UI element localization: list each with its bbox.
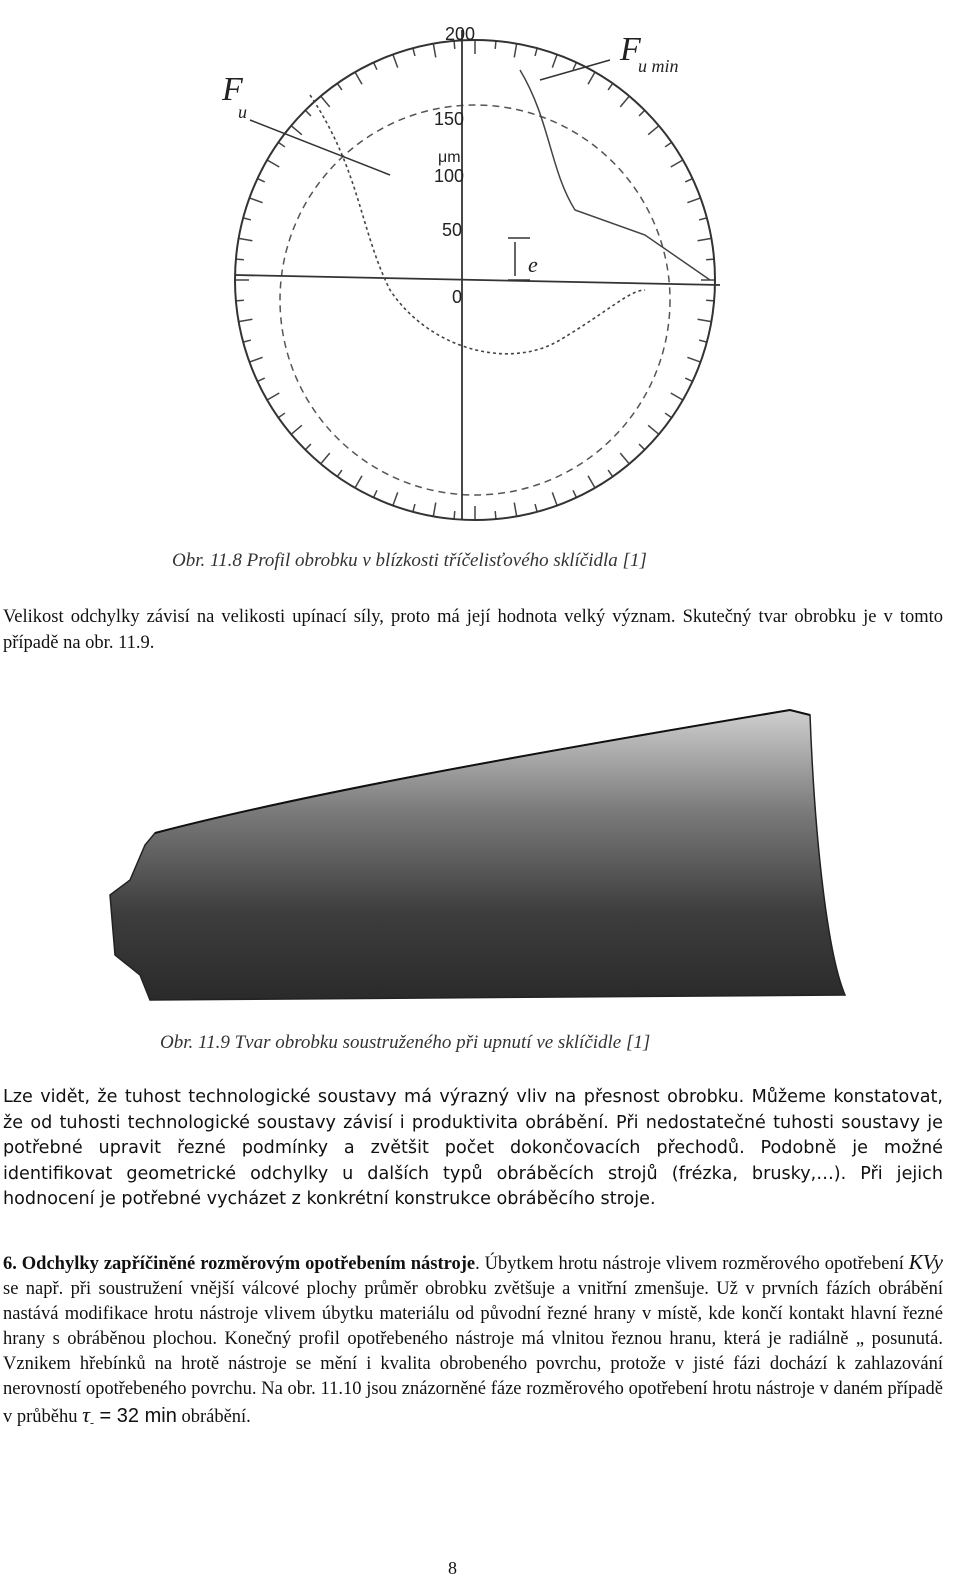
graduation-tick — [573, 490, 576, 497]
graduation-tick — [706, 259, 714, 260]
graduation-tick — [608, 470, 613, 477]
graduation-tick — [433, 503, 435, 517]
scale-label-100: 100 — [434, 166, 465, 186]
graduation-tick — [236, 300, 244, 301]
graduation-tick — [699, 340, 707, 342]
graduation-tick — [552, 54, 557, 67]
scale-label-150: 150 — [434, 109, 465, 129]
graduation-tick — [239, 319, 253, 321]
graduation-tick — [648, 425, 659, 434]
graduation-tick — [413, 48, 415, 56]
fu-min-subscript: u min — [638, 56, 679, 76]
graduation-tick — [620, 453, 629, 464]
turned-workpiece-shape-figure — [100, 695, 860, 1020]
graduation-tick — [648, 126, 659, 135]
e-dimension-marker — [508, 238, 530, 280]
tau-symbol: τ — [82, 1402, 90, 1427]
graduation-tick — [685, 378, 692, 381]
graduation-tick — [374, 490, 377, 497]
graduation-tick — [495, 41, 496, 49]
inner-reference-circle — [280, 105, 670, 495]
graduation-tick — [687, 198, 700, 203]
graduation-tick — [514, 503, 516, 517]
graduation-tick — [355, 476, 362, 488]
graduation-tick — [639, 444, 645, 450]
scale-label-unit: μm — [438, 149, 461, 166]
graduation-tick — [249, 357, 262, 362]
graduation-tick — [337, 470, 342, 477]
graduation-tick — [413, 504, 415, 512]
graduation-tick — [243, 340, 251, 342]
graduation-tick — [665, 413, 672, 418]
graduation-tick — [687, 357, 700, 362]
section-6-heading: 6. Odchylky zapříčiněné rozměrovým opotřebením nástroje — [3, 1254, 476, 1274]
workpiece-body — [110, 710, 845, 1000]
graduation-tick — [239, 238, 253, 240]
graduation-tick — [267, 393, 279, 400]
fu-min-label: F — [620, 31, 641, 68]
section-6-text-a: . Úbytkem hrotu nástroje vlivem rozměrového opotřebení — [475, 1254, 909, 1274]
graduation-tick — [393, 54, 398, 67]
fu-label: F — [222, 71, 243, 108]
tau-subscript: - — [90, 1415, 94, 1430]
graduation-tick — [278, 413, 285, 418]
graduation-tick — [698, 319, 712, 321]
graduation-tick — [243, 218, 251, 220]
graduation-tick — [321, 96, 330, 107]
graduation-tick — [249, 198, 262, 203]
fu-leader-line — [250, 120, 390, 175]
figure-11-8-caption: Obr. 11.8 Profil obrobku v blízkosti tříčelisťového sklíčidla [1] — [172, 550, 647, 571]
graduation-tick — [552, 492, 557, 505]
graduation-tick — [699, 218, 707, 220]
graduation-tick — [267, 160, 279, 167]
graduation-tick — [685, 179, 692, 182]
graduation-tick — [374, 62, 377, 69]
kvy-symbol: KVy — [908, 1250, 943, 1274]
horizontal-axis — [235, 275, 720, 285]
graduation-tick — [495, 511, 496, 519]
graduation-tick — [535, 504, 537, 512]
workpiece-profile-curve — [310, 95, 645, 354]
graduation-tick — [535, 48, 537, 56]
graduation-tick — [588, 72, 595, 84]
paragraph-force-deviation: Velikost odchylky závisí na velikosti upínací síly, proto má její hodnota velký význam. Skutečný tvar obrobku je v tomto případě na obr. 11.9. — [3, 607, 943, 653]
graduation-tick — [671, 393, 683, 400]
graduation-tick — [706, 300, 714, 301]
section-6-text-c: obrábění. — [176, 1407, 251, 1427]
scale-label-0: 0 — [452, 287, 463, 307]
workpiece-profile-polar-figure — [190, 0, 780, 540]
graduation-tick — [665, 142, 672, 147]
graduation-tick — [291, 425, 302, 434]
graduation-tick — [321, 453, 330, 464]
scale-label-50: 50 — [442, 220, 463, 240]
graduation-tick — [698, 238, 712, 240]
figure-11-9-caption: Obr. 11.9 Tvar obrobku soustruženého při upnutí ve sklíčidle [1] — [160, 1032, 651, 1053]
fu-min-leader-line — [540, 60, 610, 80]
graduation-tick — [620, 96, 629, 107]
graduation-tick — [305, 444, 311, 450]
graduation-tick — [608, 83, 613, 90]
paragraph-stiffness: Lze vidět, že tuhost technologické soustavy má výrazný vliv na přesnost obrobku. Můžeme konstatovat, že od tuhosti technologické soustavy závisí i produktivita obrábění. Při nedostatečné tuhosti soustavy je potřebné upravit řezné podmínky a zvětšit počet dokončovacích přechodů. Podobně je možné identifikovat geometrické odchylky u dalších typů obráběcích strojů (frézka, brusky,…). Při jejich hodnocení je potřebné vycházet z konkrétní konstrukce obráběcího stroje. — [3, 1087, 943, 1210]
section-6-paragraph — [3, 1250, 943, 1436]
scale-label-200: 200 — [445, 24, 476, 44]
graduation-tick — [278, 142, 285, 147]
graduation-tick — [355, 72, 362, 84]
fu-min-profile-line — [520, 70, 710, 280]
e-label: e — [528, 252, 538, 277]
graduation-tick — [514, 44, 516, 58]
graduation-tick — [257, 378, 264, 381]
graduation-tick — [588, 476, 595, 488]
graduation-tick — [337, 83, 342, 90]
graduation-tick — [236, 259, 244, 260]
graduation-tick — [433, 44, 435, 58]
graduation-tick — [291, 126, 302, 135]
page-number: 8 — [448, 1558, 457, 1578]
section-6-text-b: se např. při soustružení vnější válcové plochy průměr obrobku zvětšuje a vnitřní zmenšuje. Už v prvních fázích obrábění nastává modifikace hrotu nástroje vlivem úbytku materiálu od původní řezné hrany v místě, kde končí kontakt hlavní řezné hrany s obráběnou plochou. Konečný profil opotřebeného nástroje má vlnitou řeznou hranu, která je radiálně „ posunutá. Vznikem hřebínků na hrotě nástroje se mění i kvalita obrobeného povrchu, protože v jisté fázi dochází k zahlazování nerovností opotřebeného povrchu. Na obr. 11.10 jsou znázorněné fáze rozměrového opotřebení hrotu nástroje v daném případě v průběhu — [3, 1279, 943, 1427]
graduation-tick — [573, 62, 576, 69]
graduation-tick — [305, 110, 311, 116]
graduation-tick — [393, 492, 398, 505]
fu-subscript: u — [238, 102, 247, 122]
graduation-tick — [454, 511, 455, 519]
graduation-tick — [671, 160, 683, 167]
graduation-tick — [639, 110, 645, 116]
graduation-tick — [257, 179, 264, 182]
tau-value: = 32 min — [94, 1405, 177, 1427]
